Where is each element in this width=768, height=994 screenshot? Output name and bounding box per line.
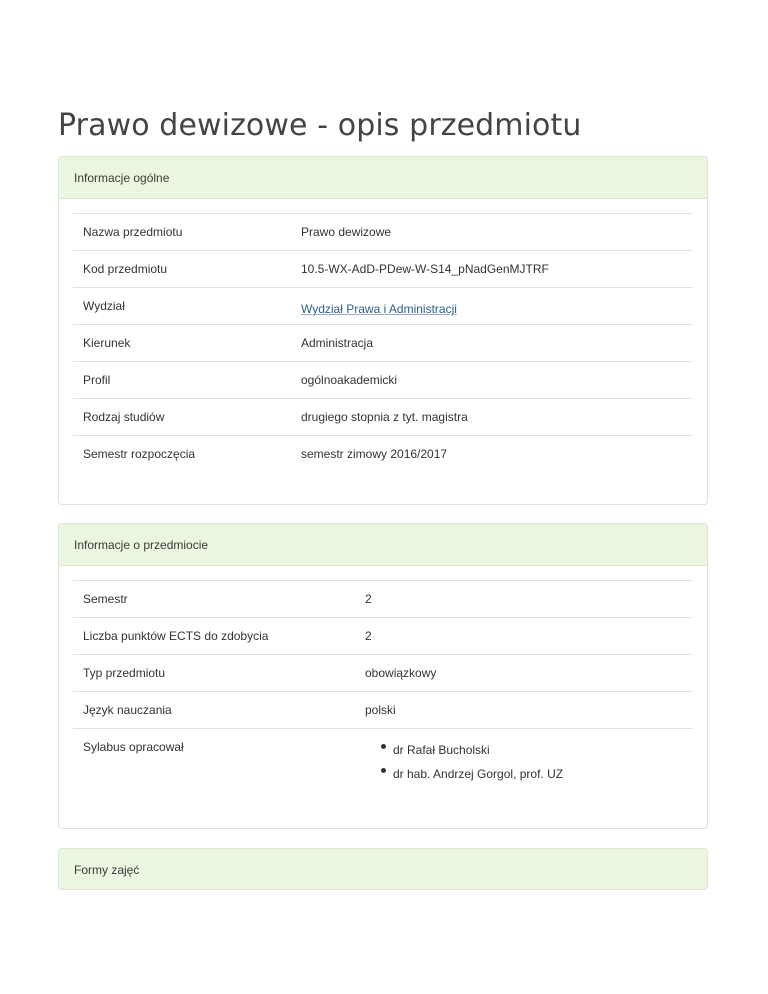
row-label: Język nauczania: [73, 692, 355, 729]
bullet-icon: [381, 768, 386, 773]
page-title: Prawo dewizowe - opis przedmiotu: [58, 108, 582, 143]
table-row: [73, 581, 693, 618]
row-label: Profil: [73, 362, 291, 399]
table-row: [73, 251, 693, 288]
row-value: 10.5-WX-AdD-PDew-W-S14_pNadGenMJTRF: [291, 251, 693, 288]
general-info-table: [73, 213, 693, 473]
faculty-link[interactable]: Wydział Prawa i Administracji: [301, 302, 457, 316]
row-label: Wydział: [73, 288, 291, 325]
table-row: [73, 399, 693, 436]
row-value: ogólnoakademicki: [291, 362, 693, 399]
table-row: [73, 325, 693, 362]
row-label: Typ przedmiotu: [73, 655, 355, 692]
table-row: [73, 362, 693, 399]
panel-heading: Informacje ogólne: [59, 157, 707, 199]
list-item: [355, 762, 683, 786]
table-row: [73, 288, 693, 325]
table-row: [73, 618, 693, 655]
row-label: Semestr rozpoczęcia: [73, 436, 291, 473]
course-info-panel: [58, 523, 708, 829]
row-label: Sylabus opracował: [73, 729, 355, 809]
row-label: Rodzaj studiów: [73, 399, 291, 436]
author-name: dr Rafał Bucholski: [393, 743, 490, 757]
list-item: [355, 738, 683, 762]
row-value: semestr zimowy 2016/2017: [291, 436, 693, 473]
bullet-icon: [381, 744, 386, 749]
panel-heading: Formy zajęć: [59, 849, 707, 890]
table-row: [73, 692, 693, 729]
row-label: Kod przedmiotu: [73, 251, 291, 288]
table-row: [73, 655, 693, 692]
general-info-panel: [58, 156, 708, 505]
table-row: [73, 214, 693, 251]
author-name: dr hab. Andrzej Gorgol, prof. UZ: [393, 767, 564, 781]
row-label: Kierunek: [73, 325, 291, 362]
author-list: [355, 738, 683, 786]
row-value: polski: [355, 692, 693, 729]
row-value: Prawo dewizowe: [291, 214, 693, 251]
course-info-table: [73, 580, 693, 809]
table-row: [73, 729, 693, 809]
row-value: drugiego stopnia z tyt. magistra: [291, 399, 693, 436]
class-forms-panel: [58, 848, 708, 890]
row-label: Nazwa przedmiotu: [73, 214, 291, 251]
row-label: Semestr: [73, 581, 355, 618]
row-label: Liczba punktów ECTS do zdobycia: [73, 618, 355, 655]
panel-heading: Informacje o przedmiocie: [59, 524, 707, 566]
row-value: 2: [355, 618, 693, 655]
table-row: [73, 436, 693, 473]
row-value: 2: [355, 581, 693, 618]
row-value: obowiązkowy: [355, 655, 693, 692]
row-value: Administracja: [291, 325, 693, 362]
